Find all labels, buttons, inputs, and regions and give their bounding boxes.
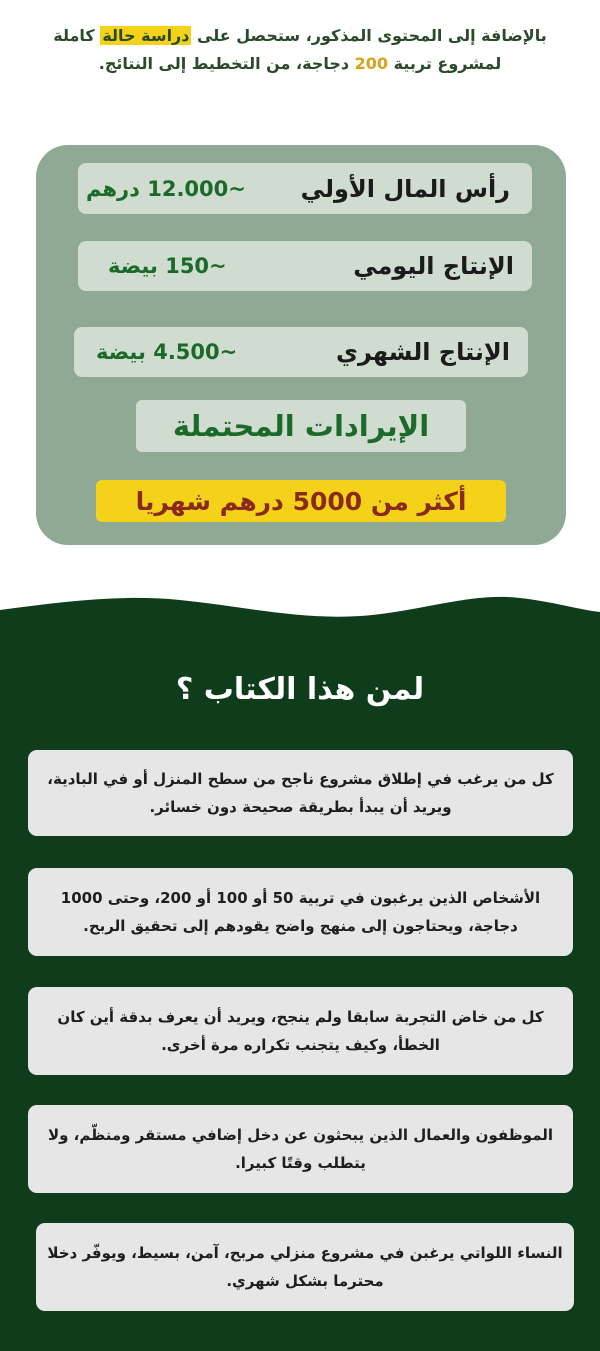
- intro-number: 200: [354, 54, 389, 73]
- stat-daily-production: [78, 241, 532, 291]
- audience-item: كل من يرغب في إطلاق مشروع ناجح من سطح المنزل أو في البادية، ويريد أن يبدأ بطريقة صحيحة دون خسائر.: [28, 750, 573, 836]
- stat-label: رأس المال الأولي: [300, 174, 510, 203]
- intro-text-1: بالإضافة إلى المحتوى المذكور، ستحصل على: [191, 26, 547, 45]
- audience-title: لمن هذا الكتاب ؟: [175, 672, 425, 707]
- revenue-title: الإيرادات المحتملة: [136, 400, 466, 452]
- stat-initial-capital: [78, 163, 532, 214]
- intro-highlight: دراسة حالة: [102, 26, 190, 45]
- stat-monthly-production: [74, 327, 528, 377]
- stat-value: ~12.000 درهم: [86, 176, 246, 201]
- intro-text-2: كاملة لمشروع تربية: [53, 26, 502, 73]
- stat-label: الإنتاج اليومي: [353, 252, 514, 280]
- revenue-value: أكثر من 5000 درهم شهريا: [96, 480, 506, 522]
- audience-item: الأشخاص الذين يرغبون في تربية 50 أو 100 أو 200، وحتى 1000 دجاجة، ويحتاجون إلى منهج واضح يقودهم إلى تحقيق الربح.: [28, 868, 573, 956]
- audience-section: [0, 580, 600, 1351]
- stat-value: ~150 بيضة: [108, 254, 227, 278]
- stat-label: الإنتاج الشهري: [336, 338, 510, 366]
- audience-item: كل من خاض التجربة سابقا ولم ينجح، ويريد أن يعرف بدقة أين كان الخطأ، وكيف يتجنب تكراره مرة أخرى.: [28, 987, 573, 1075]
- stats-card: [36, 145, 566, 545]
- audience-item: النساء اللواتي يرغبن في مشروع منزلي مربح، آمن، بسيط، ويوفّر دخلا محترما بشكل شهري.: [36, 1223, 574, 1311]
- intro-paragraph: [40, 22, 560, 78]
- audience-item: الموظفون والعمال الذين يبحثون عن دخل إضافي مستقر ومنظّم، ولا يتطلب وقتًا كبيرا.: [28, 1105, 573, 1193]
- intro-text-3: دجاجة، من التخطيط إلى النتائج.: [98, 54, 355, 73]
- stat-value: ~4.500 بيضة: [96, 340, 238, 364]
